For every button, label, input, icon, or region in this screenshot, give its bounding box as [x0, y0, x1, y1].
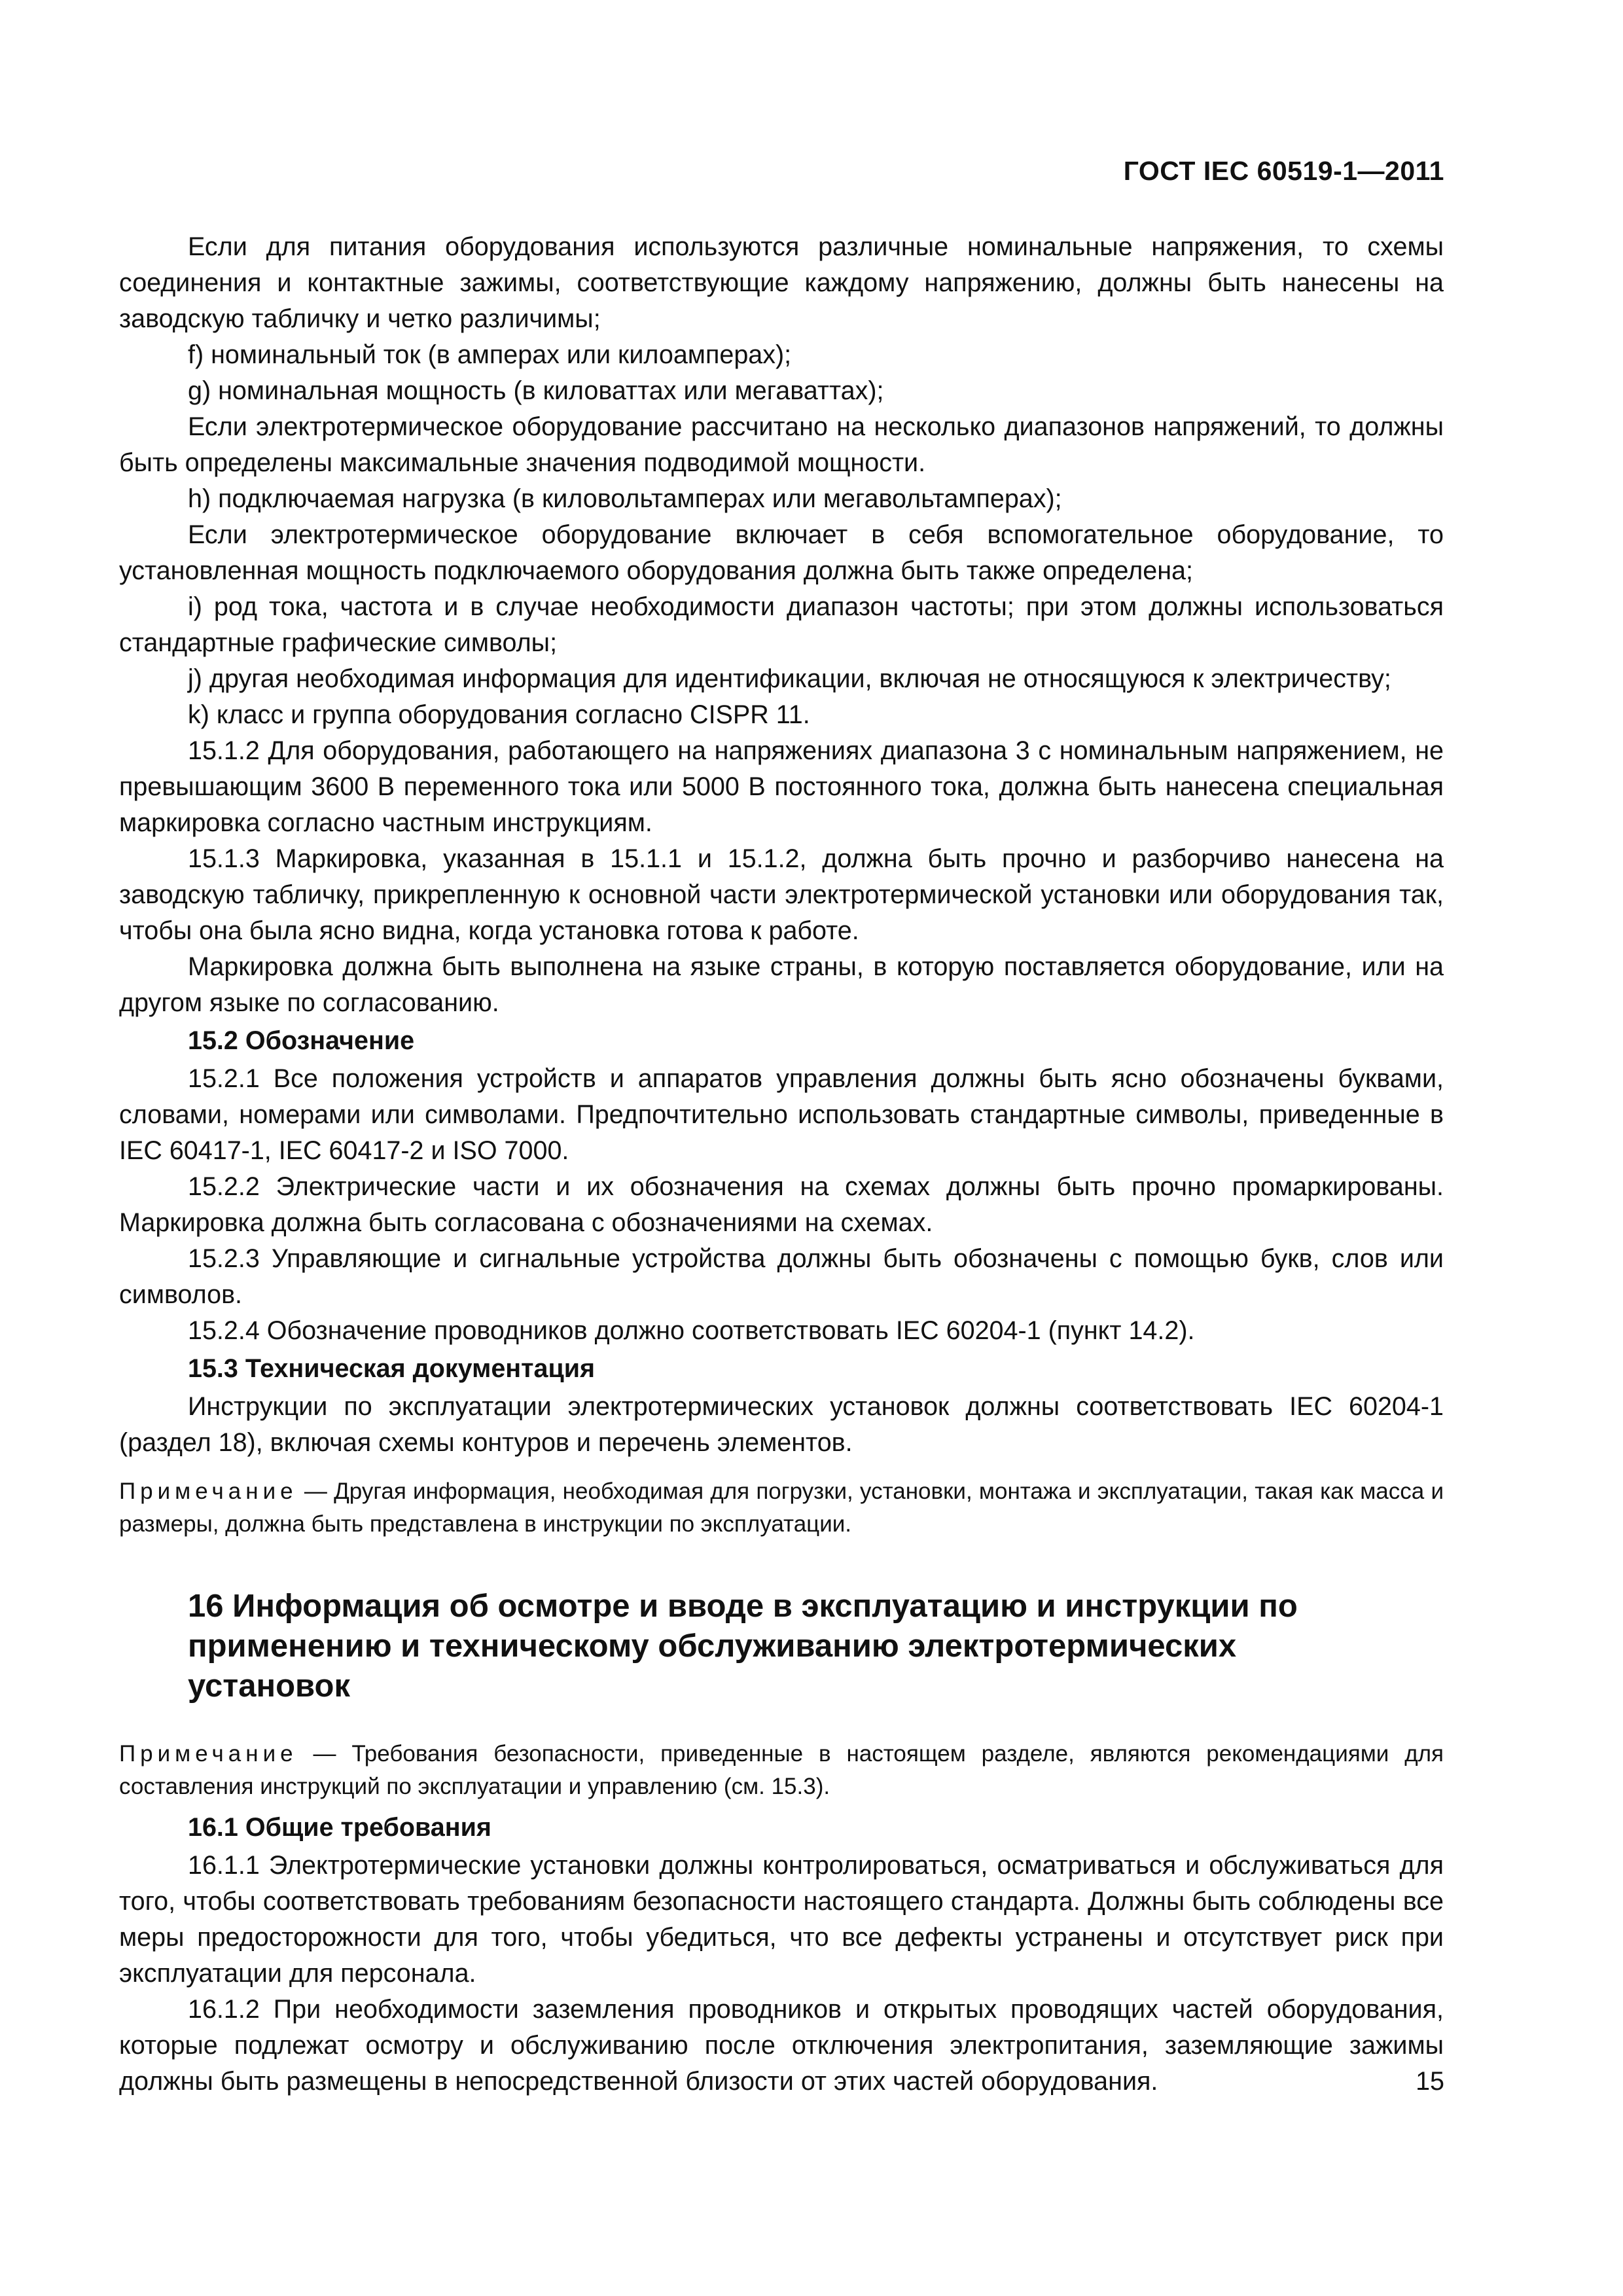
list-item-h: h) подключаемая нагрузка (в киловольтамперах или мегавольтамперах); [188, 484, 1062, 513]
chapter-heading-16: 16 Информация об осмотре и вводе в эксплуатацию и инструкции по применению и техническому обслуживанию электротермических установок [188, 1588, 1298, 1704]
note-1 [119, 1475, 1444, 1541]
note-label: Примечание [119, 1741, 298, 1767]
clause-15-2-4: 15.2.4 Обозначение проводников должно соответствовать IEC 60204-1 (пункт 14.2). [188, 1316, 1195, 1345]
list-item-i: i) род тока, частота и в случае необходимости диапазон частоты; при этом должны использоваться стандартные графические символы; [119, 592, 1444, 657]
paragraph: Инструкции по эксплуатации электротермических установок должны соответствовать IEC 60204-1 (раздел 18), включая схемы контуров и перечень элементов. [119, 1392, 1444, 1457]
clause-15-2-2: 15.2.2 Электрические части и их обозначения на схемах должны быть прочно промаркированы. Маркировка должна быть согласована с обозначениями на схемах. [119, 1172, 1444, 1237]
clause-15-2-3: 15.2.3 Управляющие и сигнальные устройства должны быть обозначены с помощью букв, слов или символов. [119, 1244, 1444, 1309]
paragraph: Если электротермическое оборудование включает в себя вспомогательное оборудование, то установленная мощность подключаемого оборудования должна быть также определена; [119, 520, 1444, 585]
document-body [119, 229, 1444, 2100]
paragraph: Маркировка должна быть выполнена на языке страны, в которую поставляется оборудование, или на другом языке по согласованию. [119, 952, 1444, 1017]
list-item-j: j) другая необходимая информация для идентификации, включая не относящуюся к электричеству; [188, 664, 1391, 693]
list-item-f: f) номинальный ток (в амперах или килоамперах); [188, 340, 792, 369]
paragraph: Если для питания оборудования используются различные номинальные напряжения, то схемы соединения и контактные зажимы, соответствующие каждому напряжению, должны быть нанесены на заводскую табличку и четко различимы; [119, 232, 1444, 333]
page-number: 15 [1416, 2067, 1444, 2096]
note-text: — Требования безопасности, приведенные в настоящем разделе, являются рекомендациями для составления инструкций по эксплуатации и управлению (см. 15.3). [119, 1741, 1444, 1799]
list-item-g: g) номинальная мощность (в киловаттах или мегаваттах); [188, 376, 884, 405]
section-heading-15-2: 15.2 Обозначение [188, 1026, 415, 1055]
section-heading-16-1: 16.1 Общие требования [188, 1813, 491, 1842]
note-2 [119, 1738, 1444, 1803]
clause-15-1-3: 15.1.3 Маркировка, указанная в 15.1.1 и 15.1.2, должна быть прочно и разборчиво нанесена на заводскую табличку, прикрепленную к основной части электротермической установки или оборудования так, чтобы она была ясно видна, когда установка готова к работе. [119, 844, 1444, 945]
section-heading-15-3: 15.3 Техническая документация [188, 1354, 596, 1383]
clause-15-1-2: 15.1.2 Для оборудования, работающего на напряжениях диапазона 3 с номинальным напряжением, не превышающим 3600 В переменного тока или 5000 В постоянного тока, должна быть нанесена специальная маркировка согласно частным инструкциям. [119, 736, 1444, 837]
document-header: ГОСТ IEC 60519-1—2011 [1123, 156, 1444, 186]
clause-16-1-2: 16.1.2 При необходимости заземления проводников и открытых проводящих частей оборудования, которые подлежат осмотру и обслуживанию после отключения электропитания, заземляющие зажимы должны быть размещены в непосредственной близости от этих частей оборудования. [119, 1995, 1444, 2096]
note-text: — Другая информация, необходимая для погрузки, установки, монтажа и эксплуатации, такая как масса и размеры, должна быть представлена в инструкции по эксплуатации. [119, 1479, 1444, 1537]
list-item-k: k) класс и группа оборудования согласно CISPR 11. [188, 700, 810, 729]
clause-16-1-1: 16.1.1 Электротермические установки должны контролироваться, осматриваться и обслуживаться для того, чтобы соответствовать требованиям безопасности настоящего стандарта. Должны быть соблюдены все меры предосторожности для того, чтобы убедиться, что все дефекты устранены и отсутствует риск при эксплуатации для персонала. [119, 1851, 1444, 1988]
clause-15-2-1: 15.2.1 Все положения устройств и аппаратов управления должны быть ясно обозначены буквами, словами, номерами или символами. Предпочтительно использовать стандартные символы, приведенные в IEC 60417-1, IEC 60417-2 и ISO 7000. [119, 1064, 1444, 1165]
paragraph: Если электротермическое оборудование рассчитано на несколько диапазонов напряжений, то должны быть определены максимальные значения подводимой мощности. [119, 412, 1444, 477]
note-label: Примечание [119, 1479, 298, 1504]
